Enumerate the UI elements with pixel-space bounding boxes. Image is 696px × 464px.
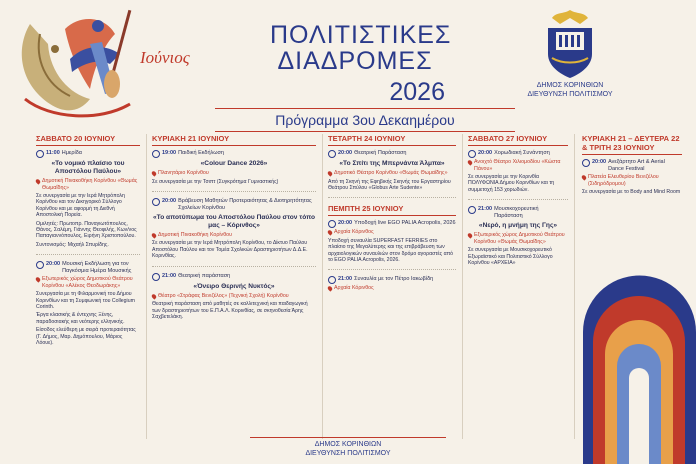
event-type: Μουσικοχορευτική Παράσταση (494, 206, 539, 220)
event-time: 20:00 (46, 261, 61, 268)
clock-icon (582, 159, 590, 167)
location-pin-icon (327, 170, 333, 176)
event-card (36, 261, 140, 352)
event-place: Πλατεία Ελευθερίου Βενιζέλου (Σιδηρόδρομου) (588, 174, 659, 187)
day-column (468, 134, 568, 278)
event-card (152, 273, 316, 327)
event-type: Παιδική Εκδήλωση (178, 150, 224, 156)
day-heading: ΠΕΜΠΤΗ 25 ΙΟΥΝΙΟΥ (328, 204, 456, 216)
event-place: Δημοτική Πινακοθήκη Κορίνθου (158, 231, 232, 238)
location-pin-icon (581, 174, 587, 180)
location-pin-icon (35, 277, 41, 283)
event-time: 20:00 (338, 150, 353, 156)
event-coordination: Συντονισμός: Μιχαήλ Σπυρίδης. (36, 241, 109, 248)
event-place: Αρχαία Κόρινθος (334, 285, 374, 292)
event-time: 19:00 (162, 150, 177, 156)
event-type: Θεατρική Παράσταση (354, 150, 407, 156)
event-title: «Το Σπίτι της Μπερνάντα Άλμπα» (339, 160, 445, 167)
event-time: 21:00 (338, 276, 353, 283)
event-card (328, 276, 456, 297)
clock-icon (328, 220, 336, 228)
event-place: Εξωτερικός χώρος Δημοτικού Θεάτρου Κορίνθου «Αλέκος Θεοδωράκης» (42, 276, 133, 289)
location-pin-icon (151, 293, 157, 299)
location-pin-icon (467, 233, 473, 239)
event-place: Δημοτικό Θέατρο Κορίνθου «Θωμάς Θωμαΐδης» (334, 170, 448, 176)
event-type: Μουσική Εκδήλωση για τον Παγκόσμια Ημέρα Μουσικής (62, 261, 132, 275)
footer-line-2: ΔΙΕΥΘΥΝΣΗ ΠΟΛΙΤΙΣΜΟΥ (305, 450, 391, 457)
clock-icon (152, 150, 160, 158)
clock-icon (36, 261, 44, 269)
location-pin-icon (327, 286, 333, 292)
location-pin-icon (327, 230, 333, 236)
event-card (468, 206, 568, 272)
event-description: Συνεργασία με τη Φιλαρμονική του Δήμου Κορινθίων και τη Συμφωνική του Collegium Corinth. (36, 291, 135, 311)
event-title: «Όνειρο Θερινής Νυκτός» (193, 282, 275, 290)
municipality-line-2: ΔΙΕΥΘΥΝΣΗ ΠΟΛΙΤΙΣΜΟΥ (527, 91, 613, 98)
municipality-seal-icon (540, 8, 600, 80)
day-heading: ΚΥΡΙΑΚΗ 21 – ΔΕΥΤΕΡΑ 22 & ΤΡΙΤΗ 23 ΙΟΥΝΙΟΥ (582, 134, 682, 155)
event-title: «Το νομικό πλαίσιο του Αποστόλου Παύλου» (51, 160, 125, 175)
event-type: Υποδοχή live EGO PALIA Acropolis, 2026 (354, 220, 456, 227)
day-column (152, 134, 316, 332)
decorative-arches-icon (583, 262, 696, 464)
footer (250, 437, 446, 458)
municipality-line-1: ΔΗΜΟΣ ΚΟΡΙΝΘΙΩΝ (536, 82, 604, 89)
event-place: Θέατρο «Στράφας Βενιζέλος» (Τεχνική Σχολή) Κορίνθου (158, 292, 289, 299)
footer-line-1: ΔΗΜΟΣ ΚΟΡΙΝΘΙΩΝ (314, 441, 382, 448)
event-card (152, 150, 316, 192)
day-column (582, 134, 682, 207)
location-pin-icon (151, 170, 157, 176)
column-divider (462, 134, 463, 439)
event-card (36, 150, 140, 255)
event-description: Σε συνεργασία με το Body and Mind Room (582, 189, 681, 195)
event-place: Εξωτερικός χώρος Δημοτικού Θεάτρου Κορίνθου «Θωμάς Θωμαΐδης» (474, 232, 565, 245)
event-title: «Colour Dance 2026» (200, 160, 268, 167)
event-type: Βράβευση Μαθητών Προτεραιότητας & Διοτηρητότητας Σχολείων Κορίνθου (178, 197, 312, 211)
event-description: Σε συνεργασία με την Κορινθία ΠΟΛΥΦΩΝΙΑ Δήμου Κορινθίων και τη συμμετοχή 153 χορωδιών. (468, 174, 555, 193)
event-card (468, 150, 568, 200)
event-place: Δημοτική Πινακοθήκη Κορίνθου «Θωμάς Θωμαΐδης» (42, 178, 138, 191)
clock-icon (328, 276, 336, 284)
day-heading: ΚΥΡΙΑΚΗ 21 ΙΟΥΝΙΟΥ (152, 134, 316, 146)
event-type: Χορωδιακή Συνάντηση (494, 150, 550, 156)
location-pin-icon (151, 232, 157, 238)
subtitle: Πρόγραμμα 3ου Δεκαημέρου (215, 108, 515, 132)
location-pin-icon (467, 159, 473, 165)
event-description: Σε συνεργασία με την Ιερά Μητρόπολη Κορίνθου, το Δίκτυο Παύλου Αποστόλου Παύλου και τον Τομέα Σχολικών Δραστηριοτήτων Δ.Δ.Ε. Κορινθίας. (152, 240, 308, 260)
title-line-2: ΔΙΑΔΡΟΜΕΣ (277, 47, 433, 75)
event-time: 20:00 (592, 159, 607, 165)
clock-icon (36, 150, 44, 158)
event-description: Από τη Σκηνή της Εφηβικής Σκηνής του Εργαστηρίου Θεάτρου Σπύλου «Globus Arte Sudente» (328, 178, 451, 191)
event-place: Πλανητάριο Κορίνθου (158, 170, 209, 176)
event-place: Αρχαία Κόρινθος (334, 229, 374, 236)
page-title (270, 21, 452, 75)
event-type: Θεατρική παράσταση (178, 272, 231, 279)
event-speakers: Ομιλητές: Πρωτοπρ. Παναγιωτόπουλος, Θάνος, Σαλέμη, Γιάννης Θεοφιλής, Κων/νος Παπαγιαννόπουλος, Ειρήνη Χριστοπούλου. (36, 220, 137, 240)
event-title: «Νερό, η μνήμη της Γης» (478, 222, 558, 230)
clock-icon (152, 273, 160, 281)
day-heading: ΣΑΒΒΑΤΟ 20 ΙΟΥΝΙΟΥ (36, 134, 140, 146)
event-card (152, 198, 316, 267)
event-time: 20:00 (478, 150, 493, 156)
event-card (582, 159, 682, 201)
column-divider (322, 134, 323, 439)
title-line-1: ΠΟΛΙΤΙΣΤΙΚΕΣ (270, 21, 452, 49)
day-heading: ΤΕΤΑΡΤΗ 24 ΙΟΥΝΙΟΥ (328, 134, 456, 146)
column-divider (146, 134, 147, 439)
month-label: Ιούνιος (140, 48, 190, 67)
municipality-header (505, 81, 635, 99)
clock-icon (468, 206, 476, 214)
event-time: 20:00 (162, 197, 177, 204)
clock-icon (328, 150, 336, 158)
event-title: «Το αποτύπωμα του Αποστόλου Παύλου στον τόπο μας – Κόρινθος» (152, 213, 315, 229)
event-description: Σε συνεργασία με Μουσικοχορευτικό Εξωραϊστικό και Πολιτιστικό Σύλλογο Κορίνθου «ΑΡΧΕΙΑ» (468, 247, 553, 267)
clock-icon (152, 198, 160, 206)
event-type: Ανεξάρτητο Art & Aerial Dance Festival (608, 159, 665, 172)
day-column (36, 134, 140, 359)
event-place: Ανοιχτό Θέατρο Χιλιομοδίου «Κώστα Πάνου» (474, 159, 561, 172)
theatre-mask-art-icon (10, 4, 150, 122)
event-description: Υποδοχή συναυλία SUPERFAST FERRIES στο πλαίσιο της Μεγαλύτερης και της επιβράβευση των αρχαιολογικών συναυλιών στον δρόμο αγοραστές από το EGO PALIA Acropolis, 2026. (328, 237, 454, 264)
event-card (328, 150, 456, 198)
event-description: Σε συνεργασία με την Τσιπτ (Συγκρότημα Γυμναστικής) (152, 178, 279, 185)
event-description: Θεατρική παράσταση από μαθητές σε καλλιτεχνική και παιδαγωγική των δραστηριοτήτων του Ε.Π.Α.Λ. Κορινθίας, σε σκηνοθεσία Άρης Σαχβετελάκη. (152, 301, 308, 320)
event-time: 21:00 (478, 206, 493, 213)
day-heading: ΣΑΒΒΑΤΟ 27 ΙΟΥΝΙΟΥ (468, 134, 568, 146)
day-column (328, 134, 456, 303)
year-label: 2026 (389, 78, 445, 106)
event-type: Ημερίδα (61, 150, 82, 156)
event-time: 11:00 (46, 150, 60, 156)
location-pin-icon (35, 178, 41, 184)
column-divider (574, 134, 575, 439)
event-description: Σε συνεργασία με την Ιερά Μητρόπολη Κορίνθου και τον Δικηγορικό Σύλλογο Κορίνθου και με αφορμή τη Διεθνή Αποστολική Πορεία. (36, 193, 125, 219)
event-time: 21:00 (162, 272, 177, 279)
event-card (328, 220, 456, 270)
event-time: 20:00 (338, 220, 353, 227)
event-program: Έργα κλασικής & έντεχνης Ξένης, παραδοσιακής και νεότερης ελληνικής. (36, 312, 125, 325)
event-type: Συναυλία με τον Πέτρο Ιακωβίδη (354, 276, 434, 283)
clock-icon (468, 150, 476, 158)
event-entry-note: Είσοδος ελεύθερη με σειρά προτεραιότητας (Γ. Δήμος, Μαρ. Δημόπουλου, Μάριος Λόουε). (36, 327, 136, 347)
